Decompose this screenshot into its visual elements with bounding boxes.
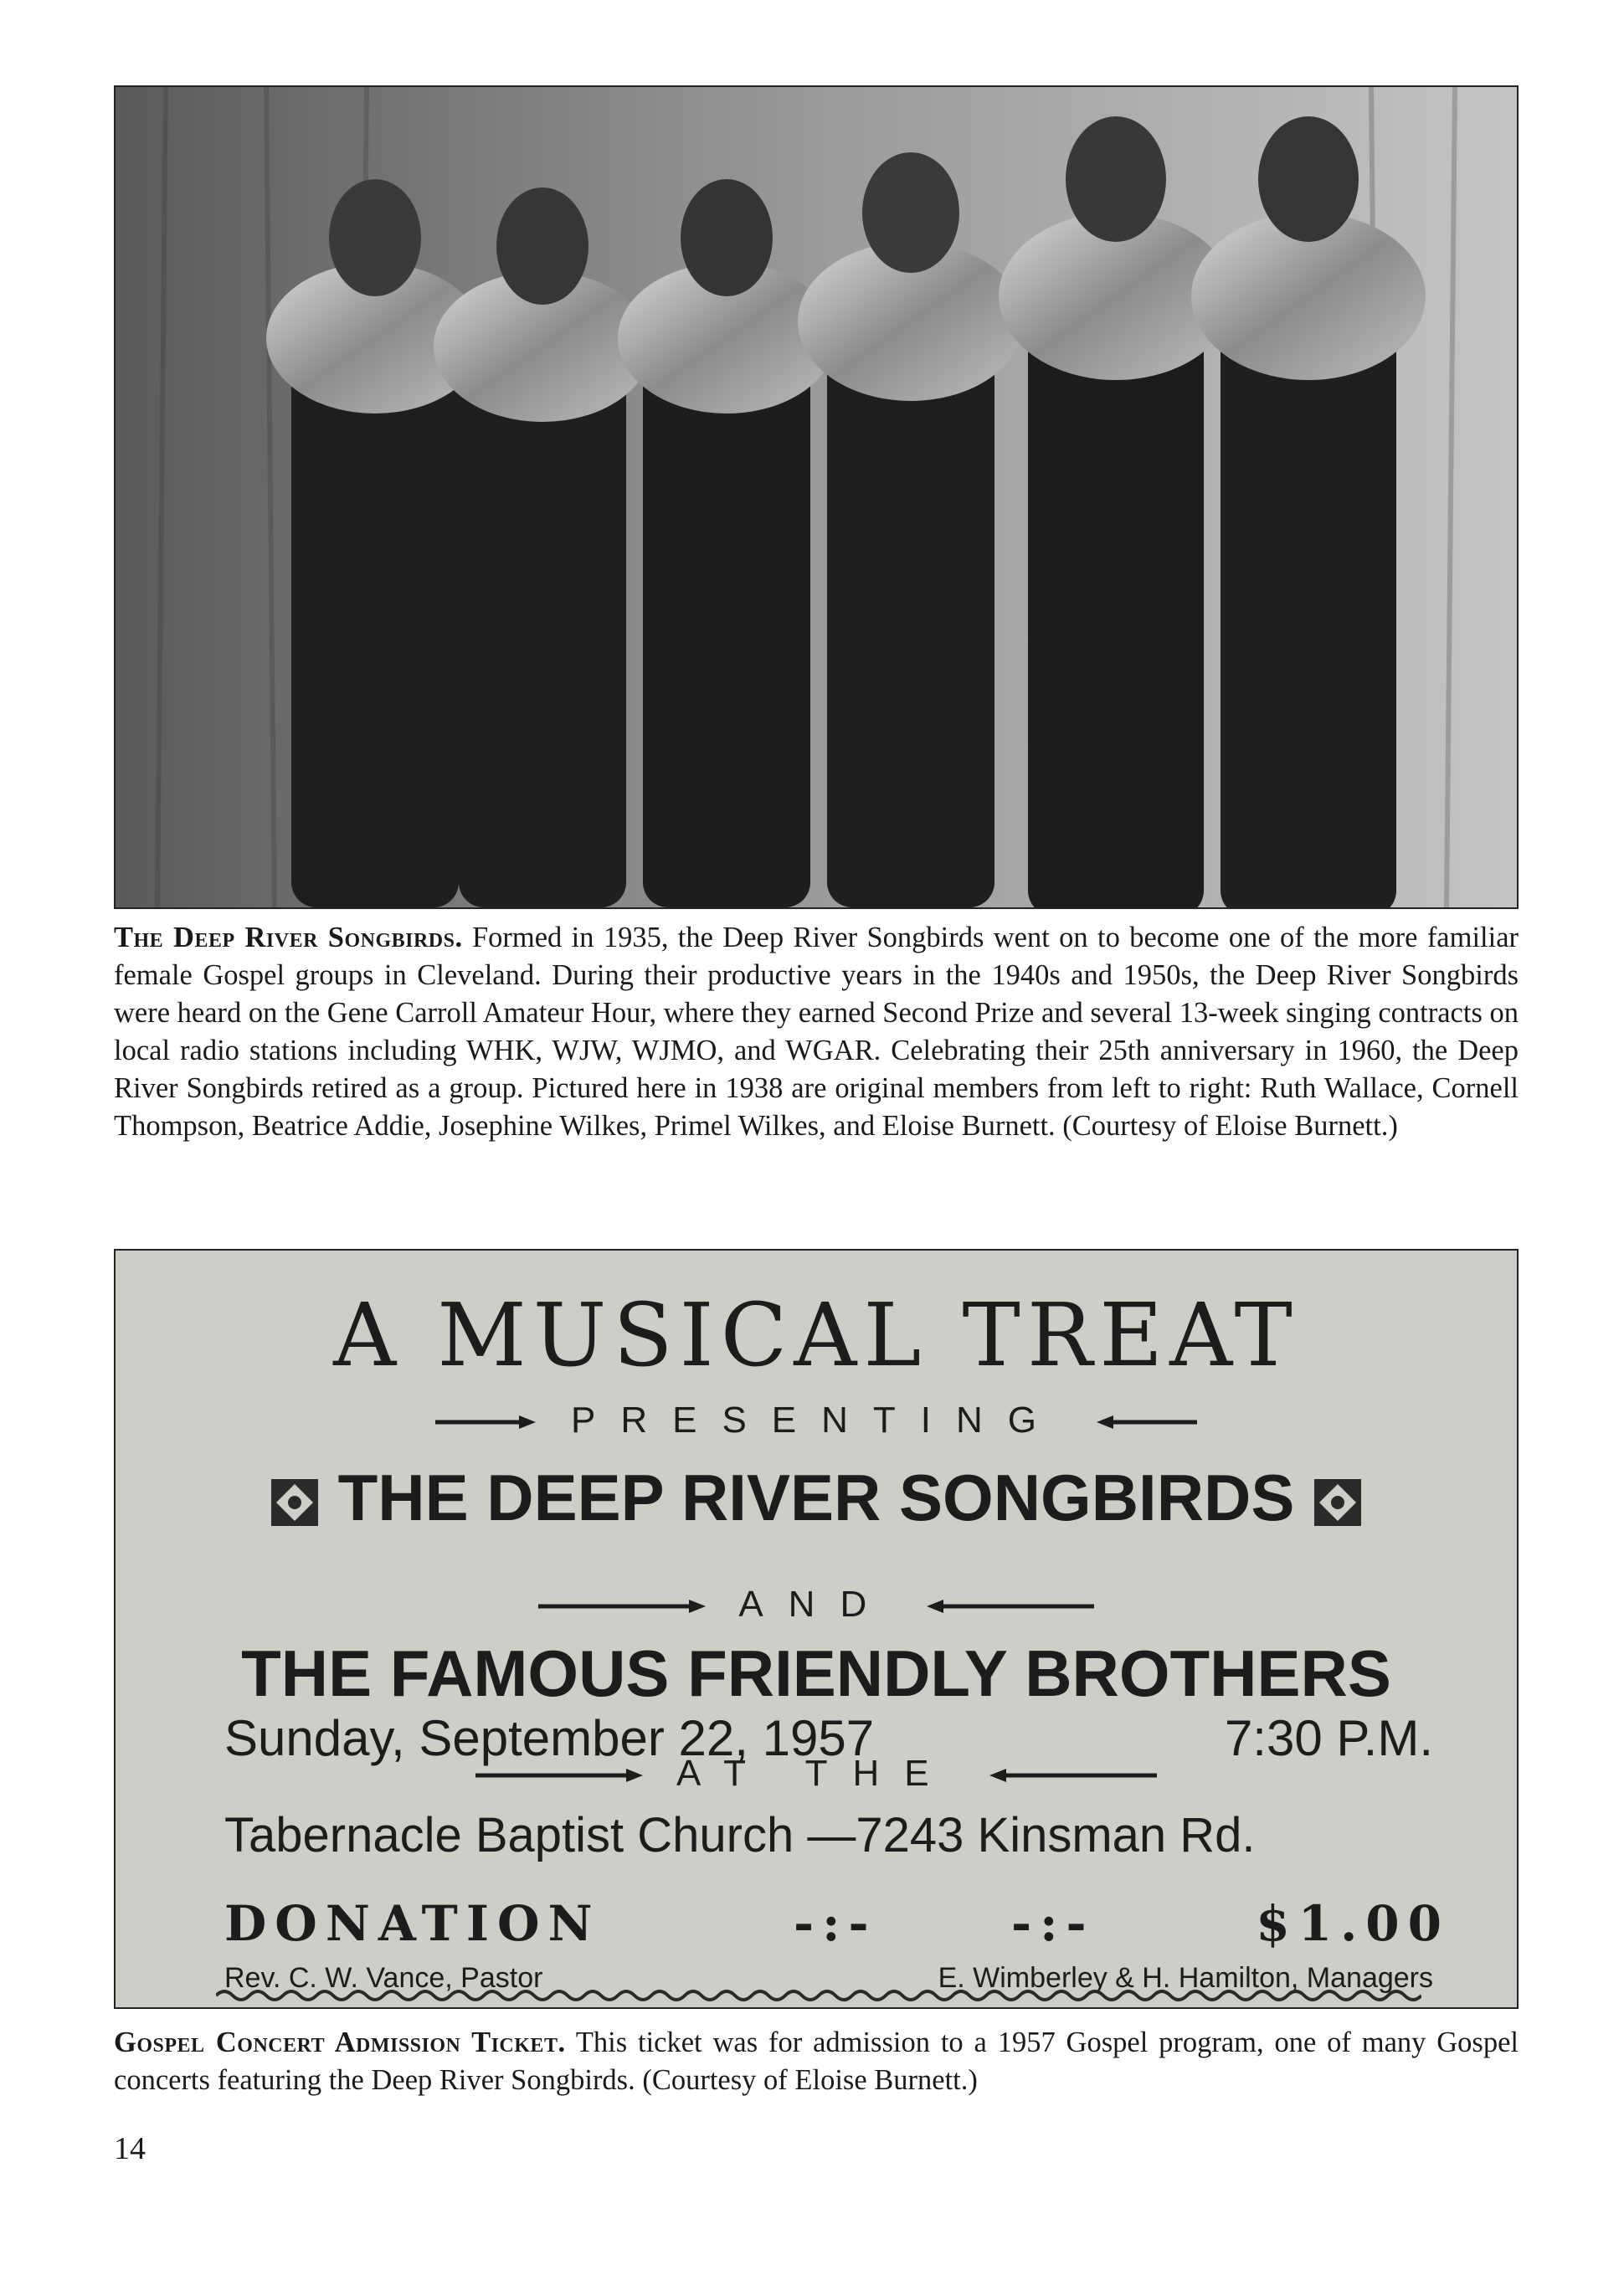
ticket-title: A MUSICAL TREAT <box>333 1284 1299 1386</box>
photo-caption-text: Formed in 1935, the Deep River Songbirds went on to become one of the more familiar female Gospel groups in Cleveland. During their productive years in the 1940s and 1950s, the Deep River Songbirds were heard on the Gene Carroll Amateur Hour, where they earned Second Prize and several 13-week singing contracts on local radio stations including WHK, WJW, WJMO, and WGAR. Celebrating their 25th anniversary in 1960, the Deep River Songbirds retired as a group. Pictured here in 1938 are original members from left to right: Ruth Wallace, Cornell Thompson, Beatrice Addie, Josephine Wilkes, Primel Wilkes, and Eloise Burnett. (Courtesy of Eloise Burnett.) <box>114 922 1519 1142</box>
arrow-right-icon <box>475 1769 643 1782</box>
ticket-caption-lead: Gospel Concert Admission Ticket. <box>114 2027 566 2058</box>
ticket-price: $1.00 <box>1256 1895 1450 1952</box>
ticket-presenting-line <box>116 1400 1517 1441</box>
songbirds-photo-illustration <box>116 87 1517 907</box>
photo-caption <box>114 919 1519 1145</box>
ticket-separator: -:- <box>1011 1895 1095 1952</box>
ticket-caption <box>114 2024 1519 2099</box>
ticket-separator: -:- <box>794 1895 877 1952</box>
arrow-right-icon <box>538 1600 706 1613</box>
page-number: 14 <box>114 2131 146 2166</box>
ticket-caption-text: This ticket was for admission to a 1957 Gospel program, one of many Gospel concerts featuring the Deep River Songbirds. (Courtesy of Eloise Burnett.) <box>114 2027 1519 2096</box>
arrow-left-icon <box>989 1769 1157 1782</box>
ornament-icon <box>1313 1477 1363 1528</box>
rope-border-decoration <box>216 1987 1421 2004</box>
ticket-managers: E. Wimberley & H. Hamilton, Managers <box>938 1962 1433 1994</box>
ticket-venue: Tabernacle Baptist Church —7243 Kinsman Rd. <box>224 1808 1256 1862</box>
photo-caption-lead: The Deep River Songbirds. <box>114 922 463 953</box>
group-photograph <box>114 85 1519 909</box>
ticket-pastor: Rev. C. W. Vance, Pastor <box>224 1962 543 1994</box>
arrow-right-icon <box>435 1415 536 1429</box>
ticket-and-line <box>116 1584 1517 1626</box>
ticket-at: AT THE <box>676 1753 954 1794</box>
ticket-act1: THE DEEP RIVER SONGBIRDS <box>337 1461 1295 1534</box>
ticket-and: AND <box>738 1584 892 1625</box>
arrow-left-icon <box>1097 1415 1197 1429</box>
ornament-icon <box>270 1477 320 1528</box>
admission-ticket <box>114 1249 1519 2009</box>
ticket-date: Sunday, September 22, 1957 <box>224 1710 875 1766</box>
ticket-act2: THE FAMOUS FRIENDLY BROTHERS <box>241 1636 1391 1710</box>
ticket-act1-line <box>116 1460 1517 1536</box>
ticket-presenting: PRESENTING <box>570 1400 1062 1441</box>
ticket-at-line <box>116 1753 1517 1795</box>
ticket-donation-label: DONATION <box>224 1895 601 1952</box>
ticket-time: 7:30 P.M. <box>1224 1710 1433 1766</box>
arrow-left-icon <box>927 1600 1094 1613</box>
